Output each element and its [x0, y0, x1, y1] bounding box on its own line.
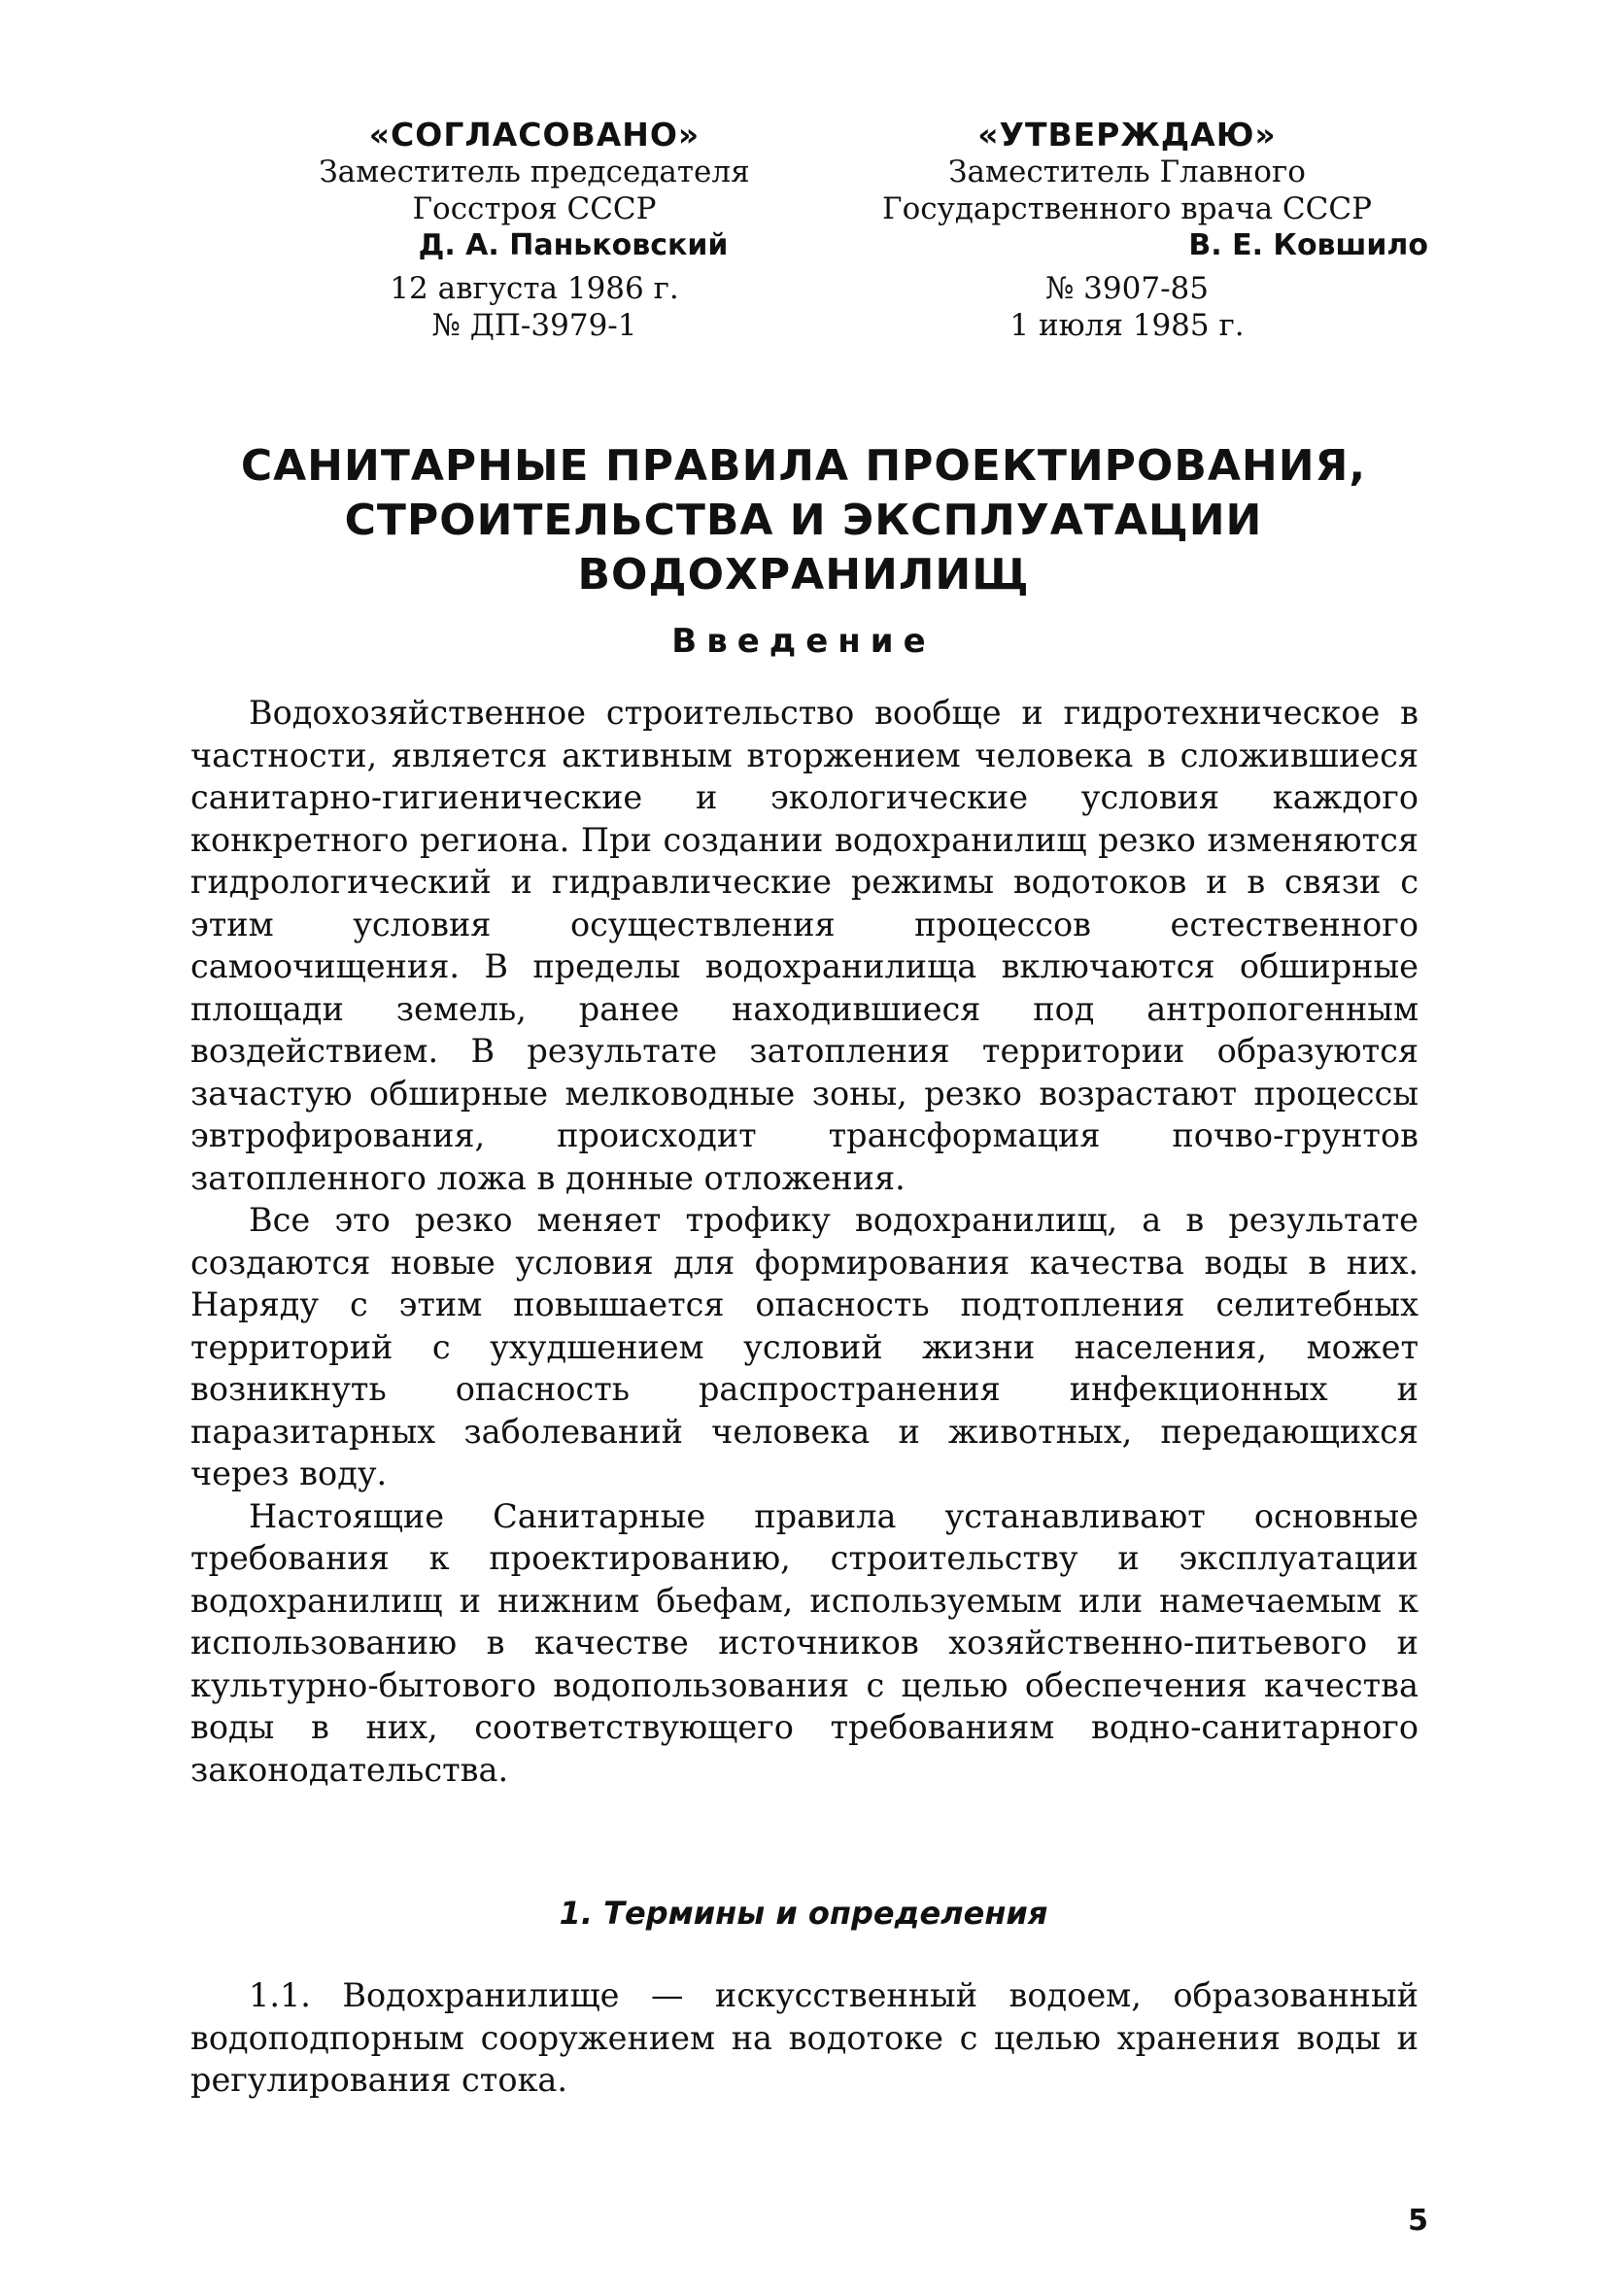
- paragraph: 1.1. Водохранилище — искусственный водоем, образованный водоподпорным сооружением на водотоке с целью хранения воды и регулирования стока.: [190, 1976, 1419, 2099]
- title-line: ВОДОХРАНИЛИЩ: [577, 550, 1030, 600]
- paragraph: Все это резко меняет трофику водохранилищ, а в результате создаются новые условия для формирования качества воды в них. Наряду с этим повышается опасность подтопления селитебных территорий с ухудшением условий жизни населения, может возникнуть опасность распространения инфекционных и паразитарных заболеваний человека и животных, передающихся через воду.: [190, 1201, 1419, 1492]
- title-line: САНИТАРНЫЕ ПРАВИЛА ПРОЕКТИРОВАНИЯ,: [240, 441, 1367, 491]
- page-number: 5: [1408, 2204, 1428, 2238]
- approval-approved-number: № 3907-85: [1044, 271, 1209, 306]
- paragraph: Водохозяйственное строительство вообще и гидротехническое в частности, является активным вторжением человека в сложившиеся санитарно-гигиенические и экологические условия каждого конкретного региона. При создании водохранилищ резко изменяются гидрологический и гидравлические режимы водотоков и в связи с этим условия осуществления процессов естественного самоочищения. В пределы водохранилища включаются обширные площади земель, ранее находившиеся под антропогенным воздействием. В результате затопления территории образуются зачастую обширные мелководные зоны, резко возрастают процессы эвтрофирования, происходит трансформация почво-грунтов затопленного ложа в донные отложения.: [190, 694, 1419, 1197]
- approval-stamps: [0, 117, 1607, 360]
- approval-approved-position: Заместитель Главного: [948, 154, 1306, 189]
- approval-agreed-header: «СОГЛАСОВАНО»: [368, 116, 701, 154]
- document-title: [194, 439, 1413, 602]
- approval-agreed-block: [243, 117, 826, 344]
- approval-agreed-number: № ДП-3979-1: [431, 308, 637, 343]
- approval-agreed-position: Заместитель председателя: [319, 154, 750, 189]
- approval-approved-organization: Государственного врача СССР: [882, 191, 1372, 226]
- section-heading: 1. Термины и определения: [559, 1895, 1048, 1932]
- approval-agreed-date: 12 августа 1986 г.: [390, 271, 679, 306]
- approval-approved-date: 1 июля 1985 г.: [1009, 308, 1245, 343]
- paragraph: Настоящие Санитарные правила устанавливают основные требования к проектированию, строительству и эксплуатации водохранилищ и нижним бьефам, используемым или намечаемым к использованию в качестве источников хозяйственно-питьевого и культурно-бытового водопользования с целью обеспечения качества воды в них, соответствующего требованиям водно-санитарного законодательства.: [190, 1496, 1419, 1789]
- approval-approved-block: [826, 117, 1428, 344]
- title-line: СТРОИТЕЛЬСТВА И ЭКСПЛУАТАЦИИ: [344, 496, 1263, 545]
- approval-agreed-organization: Госстроя СССР: [412, 191, 657, 226]
- intro-heading: Введение: [671, 622, 936, 661]
- intro-body: [190, 692, 1419, 1791]
- approval-agreed-signatory: Д. А. Паньковский: [418, 228, 729, 262]
- section-body: [190, 1974, 1419, 2102]
- approval-approved-signatory: В. Е. Ковшило: [1188, 228, 1428, 262]
- approval-approved-header: «УТВЕРЖДАЮ»: [977, 116, 1277, 154]
